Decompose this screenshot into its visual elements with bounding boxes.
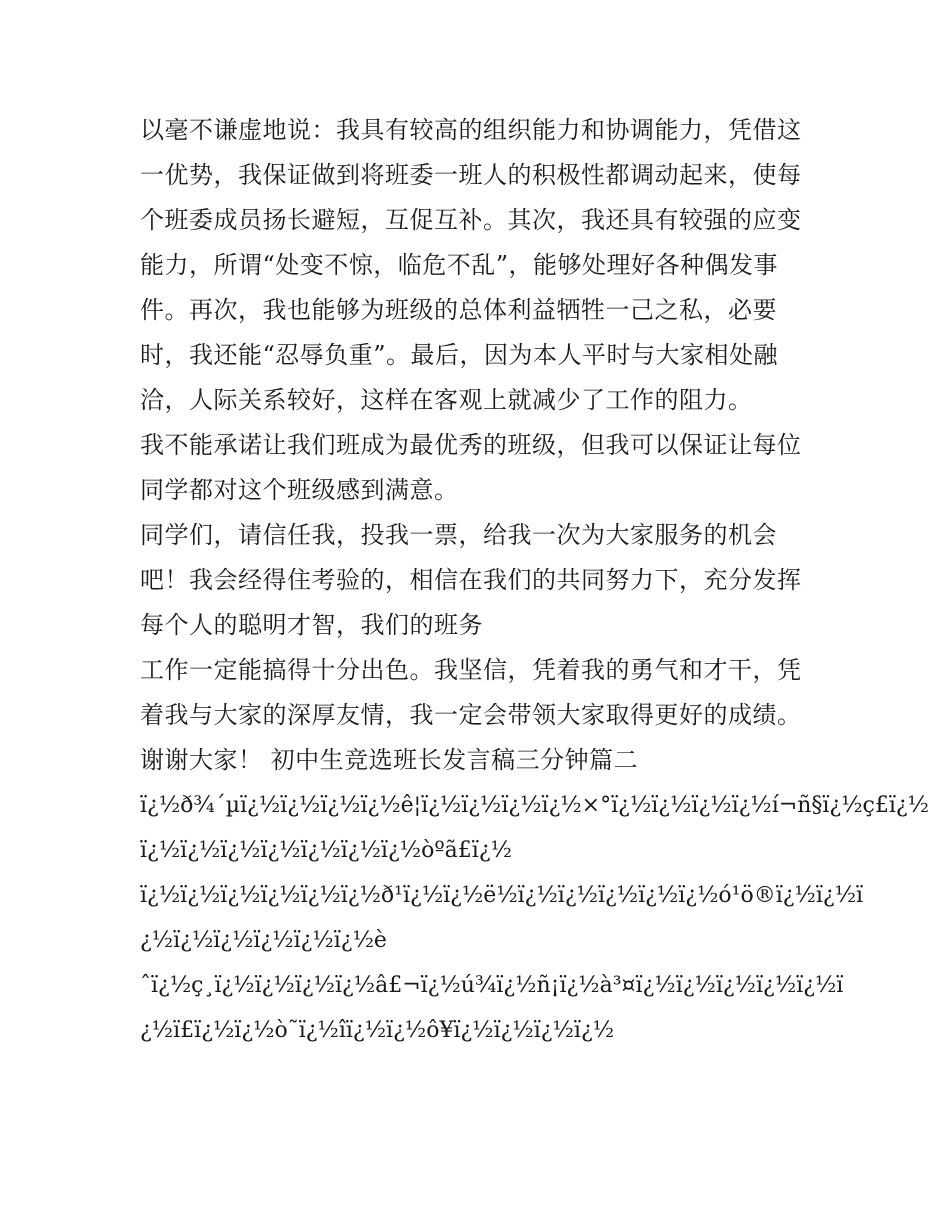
garbled-text-line: ï¿½ï¿½ï¿½ï¿½ï¿½ï¿½ï¿½òºã£ï¿½ bbox=[140, 838, 512, 863]
garbled-text-line: ¿½ï£ï¿½ï¿½ò˜ï¿½îï¿½ï¿½ô¥ï¿½ï¿½ï¿½ï¿½ bbox=[140, 1018, 615, 1043]
garbled-text-line: ï¿½ð¾´µï¿½ï¿½ï¿½ï¿½ê¦ï¿½ï¿½ï¿½ï¿½×°ï¿½ï¿½ï¿½ï¿½í¬ñ§ï¿½ç£ï¿½ bbox=[140, 793, 930, 818]
text-line: 谢谢大家！ 初中生竞选班长发言稿三分钟篇二 bbox=[140, 746, 639, 774]
text-line: 洽，人际关系较好，这样在客观上就减少了工作的阻力。 bbox=[140, 386, 753, 414]
text-line: 我不能承诺让我们班成为最优秀的班级，但我可以保证让每位 bbox=[140, 431, 802, 459]
text-line: 一优势，我保证做到将班委一班人的积极性都调动起来，使每 bbox=[140, 161, 802, 189]
text-line: 个班委成员扬长避短，互促互补。其次，我还具有较强的应变 bbox=[140, 206, 802, 234]
text-line: 以毫不谦虚地说：我具有较高的组织能力和协调能力，凭借这 bbox=[140, 116, 802, 144]
text-line: 同学们，请信任我，投我一票，给我一次为大家服务的机会 bbox=[140, 521, 777, 549]
text-line: 吧！我会经得住考验的，相信在我们的共同努力下，充分发挥 bbox=[140, 566, 802, 594]
garbled-text-line: ˆï¿½ç¸ï¿½ï¿½ï¿½ï¿½â£¬ï¿½ú¾ï¿½ñ¡ï¿½à³¤ï¿½ï¿½ï¿½ï¿½ï¿½ï bbox=[140, 973, 844, 998]
text-line: 每个人的聪明才智，我们的班务 bbox=[140, 611, 483, 639]
garbled-text-line: ¿½ï¿½ï¿½ï¿½ï¿½ï¿½è bbox=[140, 928, 387, 953]
text-line: 同学都对这个班级感到满意。 bbox=[140, 476, 459, 504]
text-line: 工作一定能搞得十分出色。我坚信，凭着我的勇气和才干，凭 bbox=[140, 656, 802, 684]
body-text bbox=[140, 108, 930, 1053]
garbled-text-line: ï¿½ï¿½ï¿½ï¿½ï¿½ï¿½ð¹ï¿½ï¿½ë½ï¿½ï¿½ï¿½ï¿½ï¿½ó¹ö®ï¿½ï¿½ï bbox=[140, 883, 864, 908]
text-line: 件。再次，我也能够为班级的总体利益牺牲一己之私，必要 bbox=[140, 296, 777, 324]
text-line: 时，我还能“忍辱负重”。最后，因为本人平时与大家相处融 bbox=[140, 341, 779, 369]
text-line: 着我与大家的深厚友情，我一定会带领大家取得更好的成绩。 bbox=[140, 701, 802, 729]
text-line: 能力，所谓“处变不惊，临危不乱”，能够处理好各种偶发事 bbox=[140, 251, 779, 279]
